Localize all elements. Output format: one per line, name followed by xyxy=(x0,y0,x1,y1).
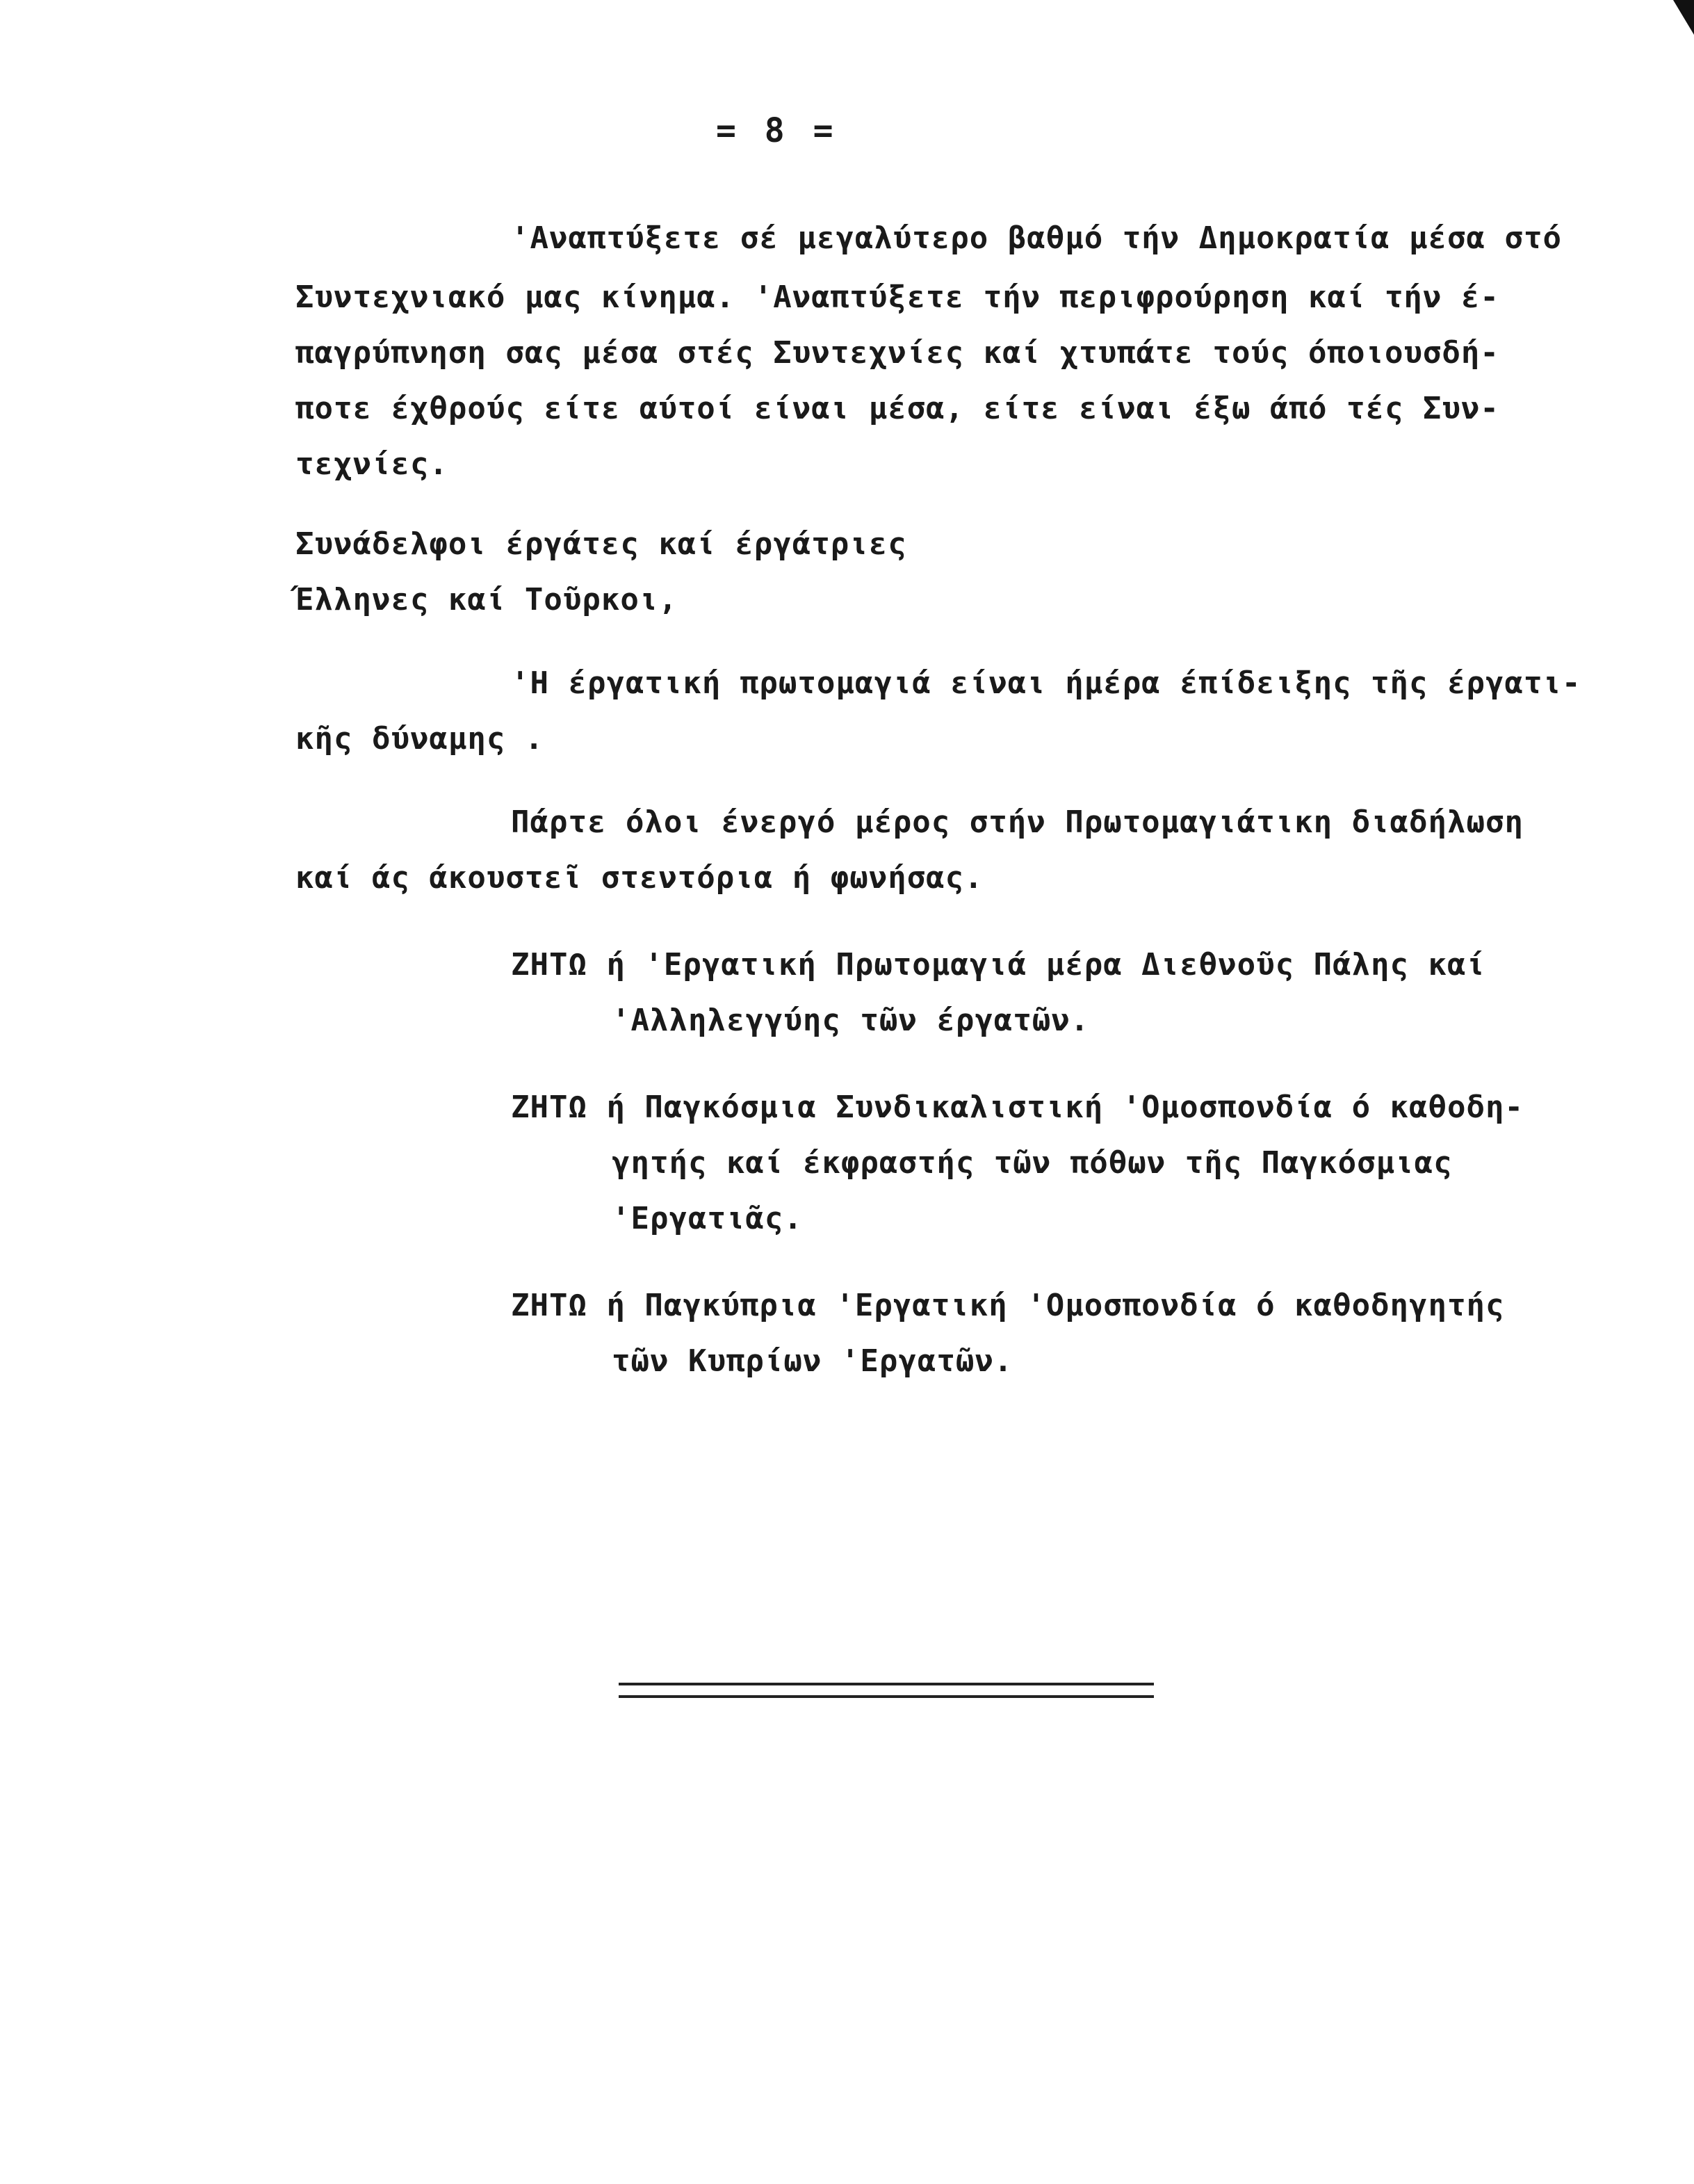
paragraph-1-line-4: ποτε έχθρούς είτε αύτοί είναι μέσα, είτε είναι έξω άπό τές Συν- xyxy=(295,391,1499,426)
salutation-line-1: Συνάδελφοι έργάτες καί έργάτριες xyxy=(295,526,907,562)
slogan-2-line-1: ΖΗΤΩ ή Παγκόσμια Συνδικαλιστική 'Ομοσπονδία ό καθοδη- xyxy=(511,1090,1524,1125)
paragraph-3-line-1: 'Η έργατική πρωτομαγιά είναι ήμέρα έπίδειξης τῆς έργατι- xyxy=(511,665,1581,701)
paragraph-4-line-2: καί άς άκουστεῖ στεντόρια ή φωνήσας. xyxy=(295,860,984,896)
salutation-line-2: Έλληνες καί Τοῦρκοι, xyxy=(295,582,678,617)
slogan-3-line-2: τῶν Κυπρίων 'Εργατῶν. xyxy=(612,1343,1013,1379)
slogan-3-line-1: ΖΗΤΩ ή Παγκύπρια 'Εργατική 'Ομοσπονδία ό καθοδηγητής xyxy=(511,1288,1505,1323)
slogan-1-line-2: 'Αλληλεγγύης τῶν έργατῶν. xyxy=(612,1003,1090,1038)
slogan-1-line-1: ΖΗΤΩ ή 'Εργατική Πρωτομαγιά μέρα Διεθνοῦς Πάλης καί xyxy=(511,947,1486,982)
paragraph-1-line-3: παγρύπνηση σας μέσα στές Συντεχνίες καί χτυπάτε τούς όποιουσδή- xyxy=(295,335,1499,371)
page-number: = 8 = xyxy=(716,111,838,150)
paragraph-1-line-1: 'Αναπτύξετε σέ μεγαλύτερο βαθμό τήν Δημοκρατία μέσα στό xyxy=(511,220,1562,256)
paragraph-4-line-1: Πάρτε όλοι ένεργό μέρος στήν Πρωτομαγιάτικη διαδήλωση xyxy=(511,804,1524,840)
corner-mark xyxy=(1673,0,1694,35)
slogan-2-line-3: 'Εργατιᾶς. xyxy=(612,1201,803,1236)
paragraph-1-line-2: Συντεχνιακό μας κίνημα. 'Αναπτύξετε τήν περιφρούρηση καί τήν έ- xyxy=(295,280,1499,315)
paragraph-1-line-5: τεχνίες. xyxy=(295,446,448,482)
paragraph-3-line-2: κῆς δύναμης . xyxy=(295,721,544,757)
closing-double-rule xyxy=(619,1683,1154,1698)
slogan-2-line-2: γητής καί έκφραστής τῶν πόθων τῆς Παγκόσμιας xyxy=(612,1145,1453,1181)
